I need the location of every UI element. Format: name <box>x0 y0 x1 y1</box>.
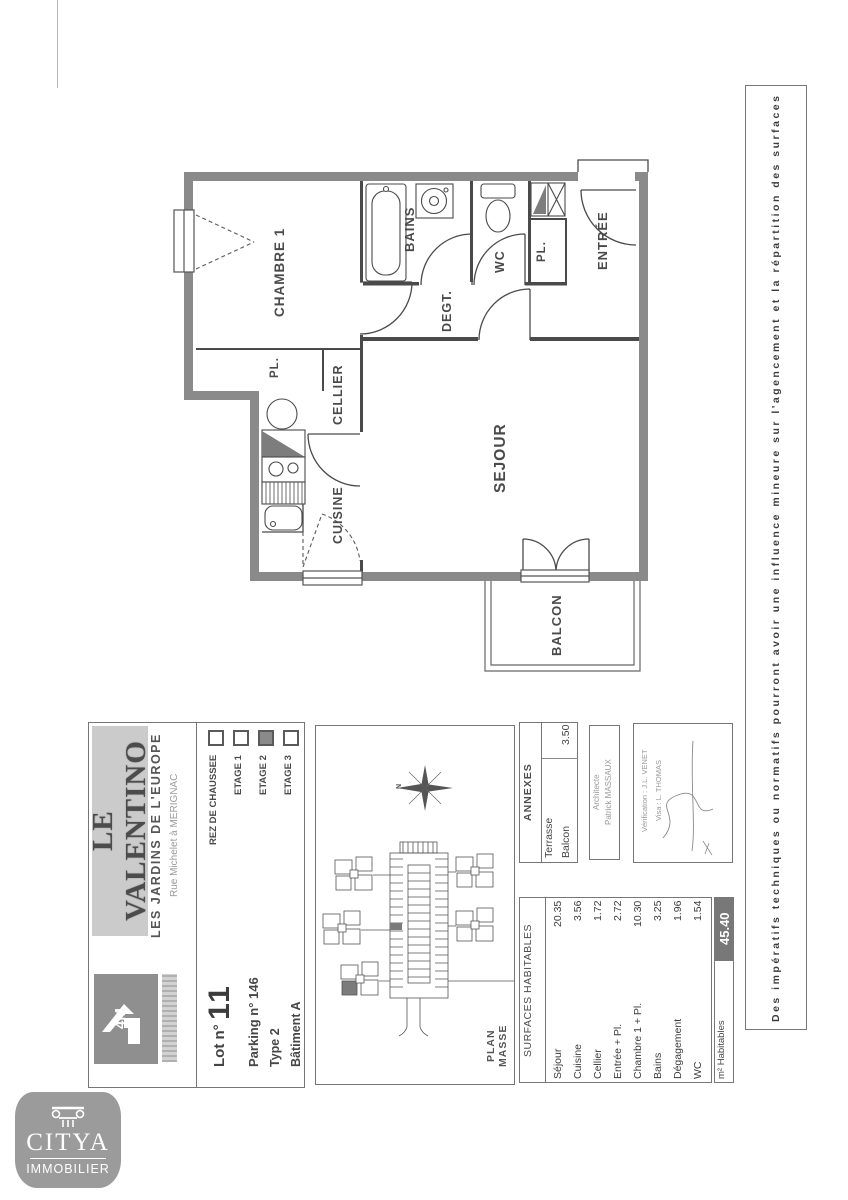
builder-logo-text: 4M <box>112 1008 129 1030</box>
annexes-row-balcon: Balcon <box>560 825 572 858</box>
building-name: Bâtiment A <box>289 1001 303 1067</box>
room-label-pl-entree: PL. <box>536 241 548 263</box>
room-label-entree: ENTRÉE <box>595 211 610 271</box>
surfaces-col-bains: 3.25 Bains <box>652 901 664 1079</box>
disclaimer-text: Des impératifs techniques ou normatifs pourront avoir une influence mineure sur l'agencement et la répartition des surfaces <box>770 93 782 1022</box>
bathtub <box>366 184 406 281</box>
agency-subtitle: IMMOBILIER <box>26 1161 110 1176</box>
surfaces-title: SURFACES HABITABLES <box>522 923 534 1057</box>
column-capital-icon <box>46 1105 90 1129</box>
room-label-wc: WC <box>493 250 507 274</box>
room-label-cellier: CELLIER <box>331 364 345 426</box>
room-label-chambre: CHAMBRE 1 <box>272 227 287 317</box>
surfaces-total-label: m² Habitables <box>716 1020 727 1079</box>
architect-name: Patrick MASSAUX <box>604 759 613 825</box>
highlighted-parking-space <box>390 923 402 930</box>
surfaces-col-sejour: 20.35 Séjour <box>552 901 564 1079</box>
technical-closet <box>531 183 565 216</box>
floor-label-etage3: ETAGE 3 <box>283 755 294 795</box>
toilet <box>481 184 515 232</box>
annexes-row-terrasse: Terrasse <box>543 817 555 858</box>
room-label-balcon: BALCON <box>549 594 564 656</box>
room-label-bains: BAINS <box>402 206 417 252</box>
compass-north-label: N <box>396 783 403 789</box>
project-title-strip <box>87 726 152 936</box>
floor-label-rdc: REZ DE CHAUSSEE <box>208 755 219 846</box>
door-swings <box>262 160 648 573</box>
kitchen-fixtures <box>262 399 305 530</box>
program-address: Rue Michelet à MERIGNAC <box>169 773 180 898</box>
scan-artifact-line <box>57 0 58 88</box>
annexes-title: ANNEXES <box>522 763 534 822</box>
project-title: LE VALENTINO <box>87 740 152 922</box>
surfaces-col-entree: 2.72 Entrée + Pl. <box>612 901 624 1079</box>
surfaces-total-value: 45.40 <box>716 912 732 946</box>
visa-text: Visa : L. THOMAS <box>654 760 663 821</box>
agency-logo <box>15 1092 121 1188</box>
annexes-header-divider <box>541 722 542 863</box>
floor-checkbox-etage2 <box>258 730 274 746</box>
annexes-value-balcon: 3.50 <box>560 725 572 746</box>
builder-logo <box>94 974 158 1064</box>
surfaces-col-degagement: 1.96 Dégagement <box>672 901 684 1079</box>
room-label-cuisine: CUISINE <box>331 486 345 544</box>
lot-number: 11 <box>203 984 236 1020</box>
disclaimer-box <box>745 85 807 1030</box>
room-label-sejour: SEJOUR <box>492 423 509 493</box>
annexes-value-divider <box>542 758 578 759</box>
site-plan-label: PLAN MASSE <box>485 1024 509 1068</box>
floor-checkbox-rdc <box>208 730 224 746</box>
builder-logo-side-strip <box>162 974 177 1062</box>
surfaces-col-cellier: 1.72 Cellier <box>592 901 604 1079</box>
program-name: LES JARDINS DE L'EUROPE <box>149 733 163 938</box>
agency-name: CITYA <box>26 1128 110 1156</box>
lot-number-line <box>203 893 239 1067</box>
floor-checkbox-etage1 <box>233 730 249 746</box>
floor-label-etage1: ETAGE 1 <box>233 755 244 795</box>
title-block-divider <box>196 722 197 1088</box>
agency-divider <box>30 1158 106 1159</box>
verification-text: Vérification : J.L. VENET <box>640 749 649 832</box>
water-heater <box>267 399 297 429</box>
room-label-pl-chambre: PL. <box>269 357 281 379</box>
surfaces-total-highlight <box>714 897 734 961</box>
surfaces-col-chambre: 10.30 Chambre 1 + Pl. <box>632 901 644 1079</box>
surfaces-col-cuisine: 3.56 Cuisine <box>572 901 584 1079</box>
surfaces-col-wc: 1.54 WC <box>692 901 704 1079</box>
lot-label: Lot n° <box>211 1024 228 1067</box>
floor-label-etage2: ETAGE 2 <box>258 755 269 795</box>
parking-number: Parking n° 146 <box>246 977 261 1067</box>
architect-label: Architecte <box>592 774 601 810</box>
signature-scribble <box>633 723 733 863</box>
unit-type: Type 2 <box>268 1028 282 1067</box>
surfaces-header-divider <box>545 897 546 1083</box>
floor-checkbox-etage3 <box>283 730 299 746</box>
room-label-degagement: DEGT. <box>440 290 454 332</box>
